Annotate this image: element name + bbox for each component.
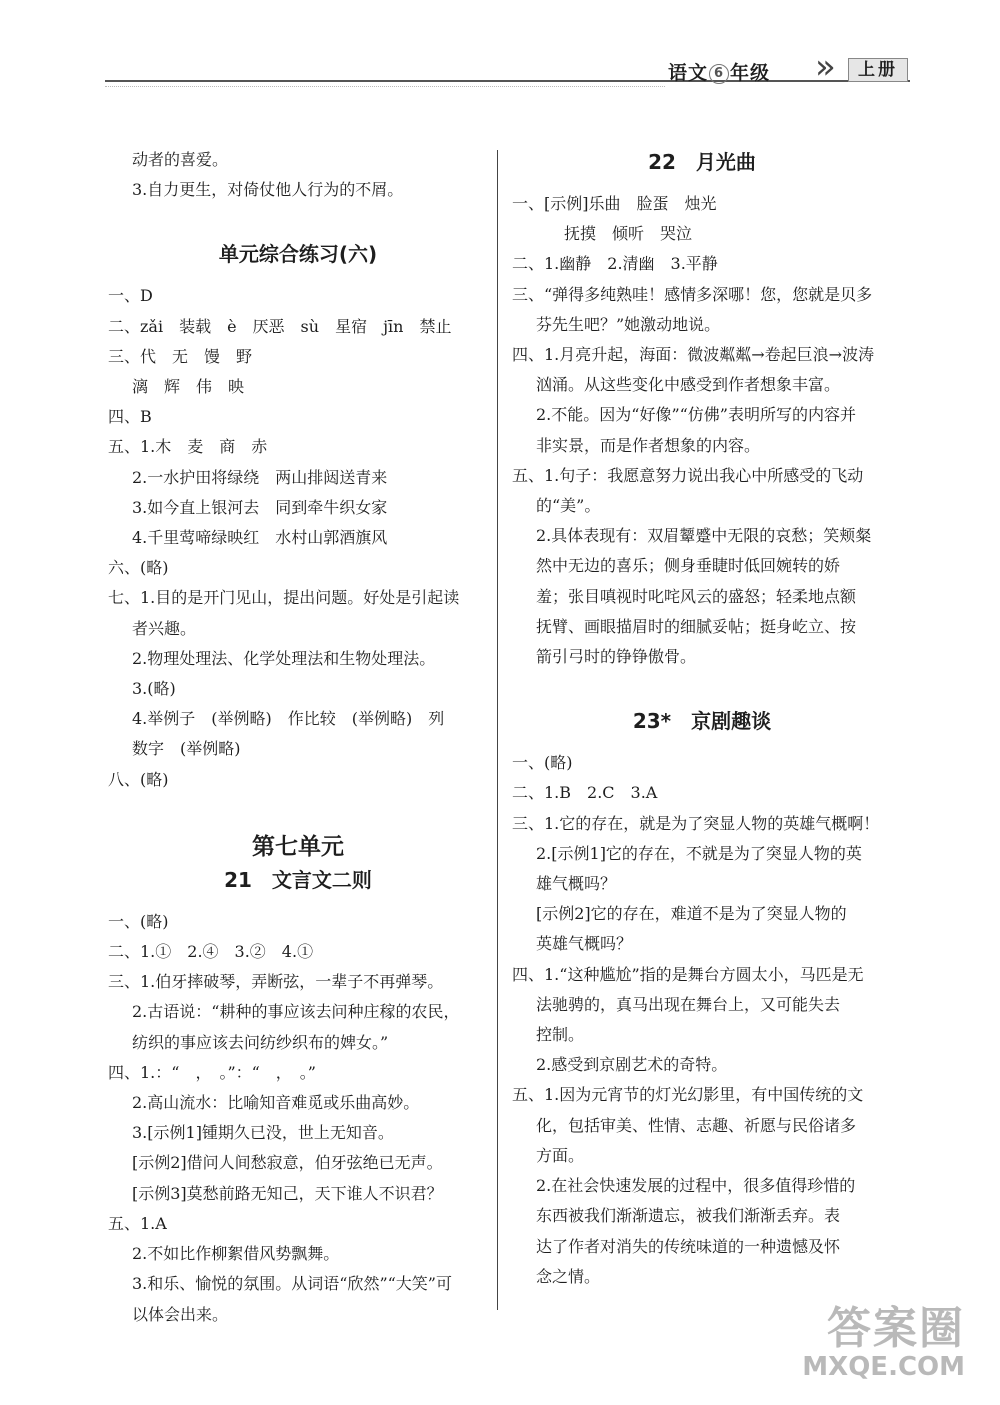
left-answer-line: 2.高山流水：比喻知音难觅或乐曲高妙。: [132, 1093, 420, 1113]
right-answer-line: 一、[示例]乐曲 脸蛋 烛光: [512, 194, 717, 213]
left-answer-line: 3.自力更生，对倚仗他人行为的不屑。: [132, 180, 404, 200]
left-answer-line: 者兴趣。: [132, 618, 197, 638]
watermark-url: MXQE.COM: [802, 1352, 965, 1382]
left-answer-line: 4.千里莺啼绿映红 水村山郭酒旗风: [132, 528, 388, 548]
unit-heading: 第七单元: [252, 833, 344, 860]
right-answer-line: 2.感受到京剧艺术的奇特。: [536, 1055, 728, 1075]
right-answer-line: 五、1.句子：我愿意努力说出我心中所感受的飞动: [512, 465, 864, 485]
volume-badge: 上册: [848, 58, 908, 82]
right-answer-line: 控制。: [536, 1025, 585, 1045]
section-heading: 21 文言文二则: [224, 867, 372, 892]
left-answer-line: 2.一水护田将绿绕 两山排闼送青来: [132, 467, 388, 487]
right-answer-line: 一、(略): [512, 753, 573, 773]
right-answer-line: 化，包括审美、性情、志趣、祈愿与民俗诸多: [536, 1115, 857, 1135]
right-answer-line: 2.在社会快速发展的过程中，很多值得珍惜的: [536, 1176, 856, 1196]
left-answer-line: 七、1.目的是开门见山，提出问题。好处是引起读: [108, 588, 460, 608]
left-answer-line: 3.(略): [132, 679, 176, 699]
left-answer-line: 五、1.木 麦 商 赤: [108, 437, 268, 457]
right-answer-line: 然中无边的喜乐；侧身垂睫时低回婉转的娇: [536, 556, 841, 576]
left-answer-line: 漓 辉 伟 映: [132, 377, 245, 397]
left-answer-line: 三、代 无 馒 野: [108, 346, 253, 366]
header-dotted-rule: [105, 86, 665, 87]
left-answer-line: 八、(略): [108, 769, 169, 789]
right-answer-line: 英雄气概吗？: [536, 934, 633, 954]
header-subject: 语文: [668, 62, 709, 84]
left-answer-line: [示例3]莫愁前路无知己，天下谁人不识君？: [132, 1183, 443, 1203]
left-answer-line: 2.物理处理法、化学处理法和生物处理法。: [132, 648, 436, 668]
left-answer-line: 4.举例子 (举例略) 作比较 (举例略) 列: [132, 709, 445, 729]
left-answer-line: 以体会出来。: [132, 1304, 229, 1324]
left-answer-line: 二、zǎi 装载 è 厌恶 sù 星宿 jīn 禁止: [108, 316, 452, 336]
left-answer-line: 三、1.伯牙摔破琴，弄断弦，一辈子不再弹琴。: [108, 972, 444, 992]
left-answer-line: [示例2]借问人间愁寂意，伯牙弦绝已无声。: [132, 1153, 443, 1173]
right-answer-line: 四、1.月亮升起，海面：微波粼粼→卷起巨浪→波涛: [512, 345, 875, 365]
left-answer-line: 纺织的事应该去问纺纱织布的婢女。”: [132, 1032, 389, 1052]
left-answer-line: 六、(略): [108, 558, 169, 578]
left-answer-line: 数字 (举例略): [132, 739, 241, 759]
right-answer-line: 非实景，而是作者想象的内容。: [536, 435, 761, 455]
column-divider: [497, 150, 498, 1310]
left-answer-line: 2.古语说：“耕种的事应该去问种庄稼的农民，: [132, 1002, 460, 1022]
right-answer-line: 二、1.幽静 2.清幽 3.平静: [512, 254, 718, 274]
left-column: [108, 145, 488, 1330]
right-answer-line: 达了作者对消失的传统味道的一种遗憾及怀: [536, 1236, 841, 1256]
spacer: [108, 269, 488, 281]
left-answer-line: 四、1.：“ ， 。”：“ ， 。”: [108, 1062, 316, 1082]
section-heading: 23* 京剧趣谈: [632, 709, 772, 734]
right-answer-line: 抚臂、画眼描眉时的细腻妥帖；挺身屹立、按: [536, 616, 857, 636]
right-answer-line: 四、1.“这种尴尬”指的是舞台方圆太小，马匹是无: [512, 964, 864, 984]
right-answer-line: 芬先生吧？”她激动地说。: [536, 314, 721, 334]
double-chevron-icon: »: [815, 47, 836, 87]
left-answer-line: 一、(略): [108, 911, 169, 931]
spacer: [108, 895, 488, 907]
watermark-logo: 答案圈: [827, 1303, 965, 1354]
right-column: [512, 147, 892, 1292]
left-answer-line: 二、1.① 2.④ 3.② 4.①: [108, 942, 314, 962]
right-answer-line: 2.不能。因为“好像”“仿佛”表明所写的内容并: [536, 405, 856, 425]
grade-mark: 6: [709, 64, 729, 84]
right-answer-line: [示例2]它的存在，难道不是为了突显人物的: [536, 904, 847, 924]
right-answer-line: 2.具体表现有：双眉颦蹙中无限的哀愁；笑颊粲: [536, 526, 872, 546]
left-answer-line: 3.和乐、愉悦的氛围。从词语“欣然”“大笑”可: [132, 1274, 452, 1294]
right-answer-line: 汹涌。从这些变化中感受到作者想象丰富。: [536, 375, 841, 395]
left-answer-line: 3.[示例1]锺期久已没，世上无知音。: [132, 1123, 394, 1143]
section-heading: 单元综合练习(六): [218, 242, 378, 267]
header-title: [668, 58, 770, 85]
right-answer-line: 念之情。: [536, 1266, 601, 1286]
left-answer-line: 3.如今直上银河去 同到牵牛织女家: [132, 497, 388, 517]
right-answer-line: 箭引弓时的铮铮傲骨。: [536, 647, 697, 667]
header-rule: [105, 80, 910, 82]
right-answer-line: 方面。: [536, 1145, 585, 1165]
watermark: [802, 1305, 965, 1381]
spacer: [512, 177, 892, 189]
left-answer-line: 一、D: [108, 286, 153, 306]
right-answer-line: 抚摸 倾听 哭泣: [532, 224, 693, 244]
left-answer-line: 五、1.A: [108, 1213, 167, 1233]
left-answer-line: 动者的喜爱。: [132, 150, 229, 169]
spacer: [512, 736, 892, 748]
left-answer-line: 2.不如比作柳絮借风势飘舞。: [132, 1244, 340, 1264]
right-answer-line: 三、“弹得多纯熟哇！感情多深哪！您，您就是贝多: [512, 284, 873, 304]
right-answer-line: 2.[示例1]它的存在，不就是为了突显人物的英: [536, 843, 862, 863]
right-answer-line: 羞；张目嗔视时叱咤风云的盛怒；轻柔地点额: [536, 586, 857, 606]
right-answer-line: 雄气概吗？: [536, 874, 617, 894]
section-heading: 22 月光曲: [648, 150, 756, 174]
spacer: [108, 205, 488, 239]
right-answer-line: 二、1.B 2.C 3.A: [512, 783, 658, 803]
left-answer-line: 四、B: [108, 407, 152, 427]
right-answer-line: 三、1.它的存在，就是为了突显人物的英雄气概啊！: [512, 813, 880, 833]
spacer: [512, 672, 892, 706]
right-answer-line: 法驰骋的，真马出现在舞台上，又可能失去: [536, 994, 841, 1014]
right-answer-line: 东西被我们渐渐遗忘，被我们渐渐丢弃。表: [536, 1206, 841, 1226]
spacer: [108, 795, 488, 829]
header-grade-suffix: 年级: [730, 62, 771, 84]
right-answer-line: 五、1.因为元宵节的灯光幻影里，有中国传统的文: [512, 1085, 864, 1105]
right-answer-line: 的“美”。: [536, 496, 601, 516]
